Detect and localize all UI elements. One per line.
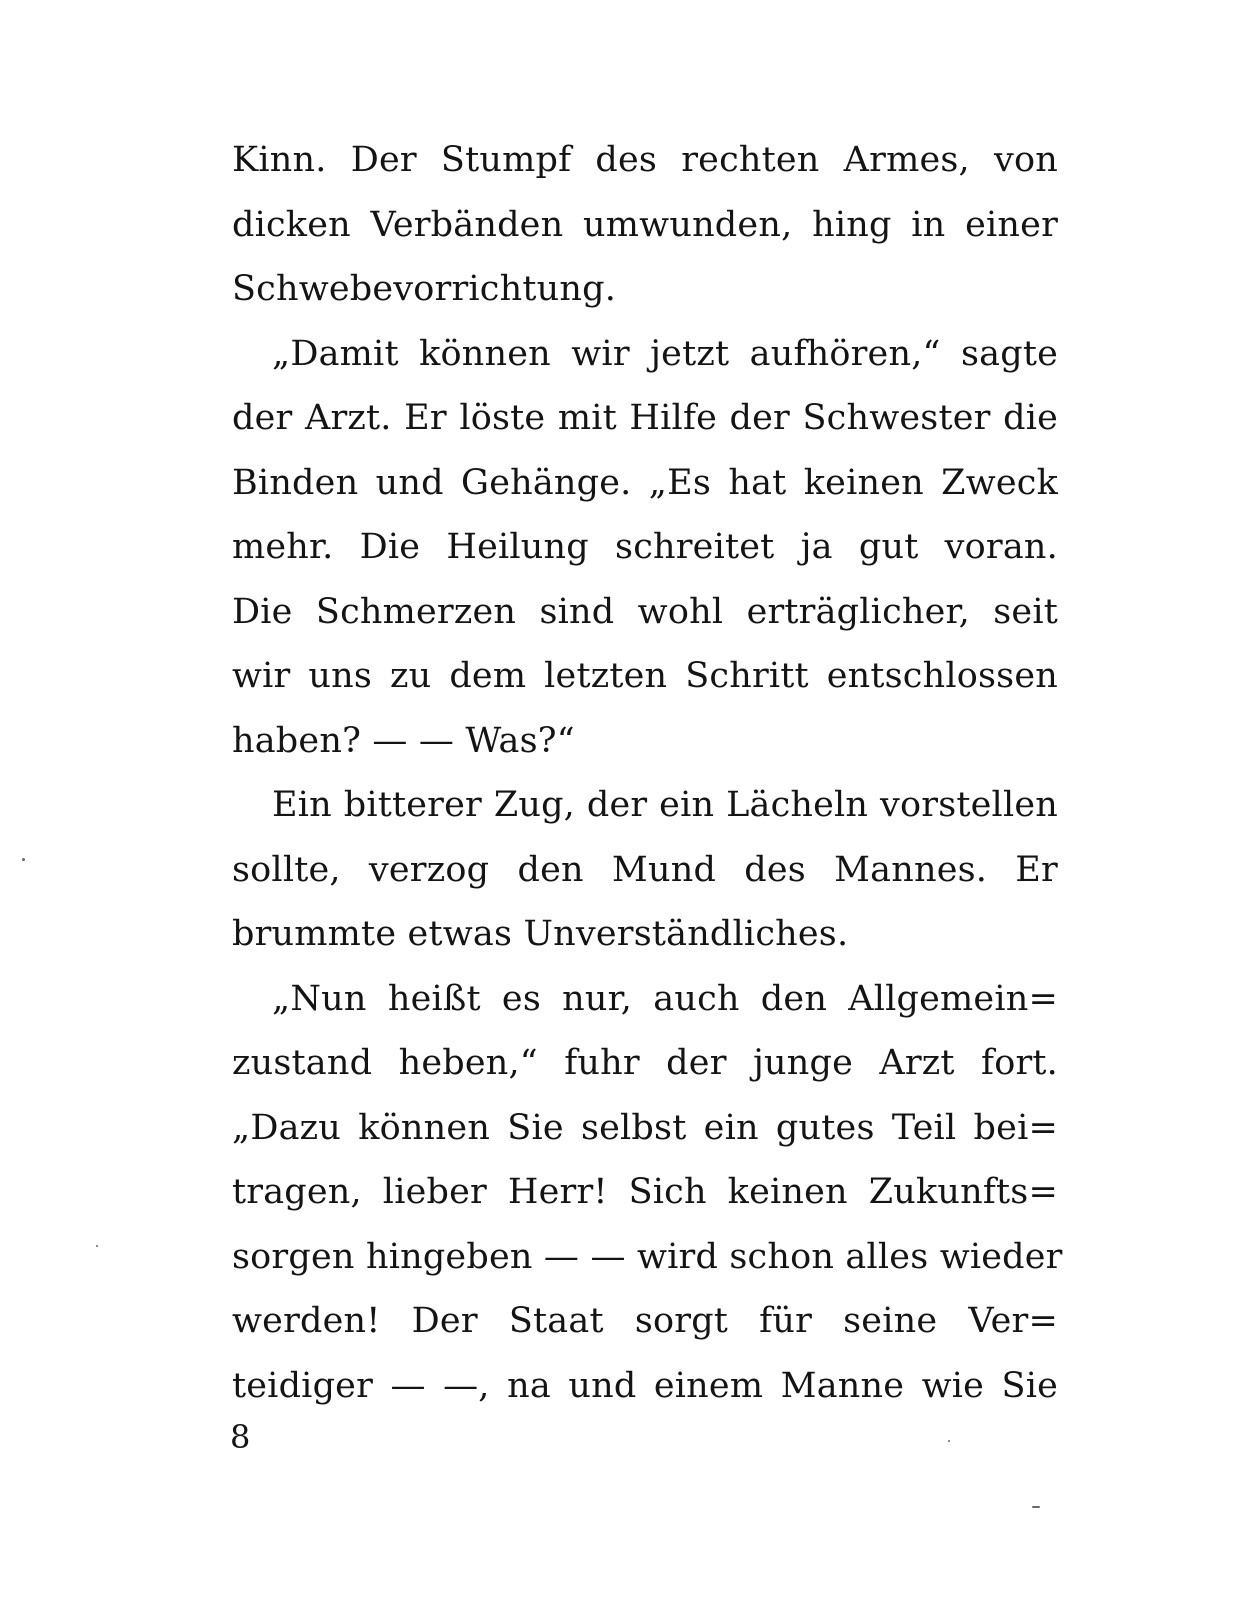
text-line: sorgen hingeben — — wird schon alles wieder <box>232 1236 1063 1277</box>
text-line: „Dazu können Sie selbst ein gutes Teil bei= <box>232 1107 1058 1148</box>
text-line: Die Schmerzen sind wohl erträglicher, seit <box>232 591 1058 632</box>
text-line: tragen, lieber Herr! Sich keinen Zukunfts= <box>232 1172 1058 1212</box>
text-line: Ein bitterer Zug, der ein Lächeln vorstellen <box>272 785 1058 825</box>
page-number: 8 <box>230 1418 251 1456</box>
text-line: brummte etwas Unverständliches. <box>232 914 849 954</box>
scan-speck <box>22 858 25 861</box>
text-line: werden! Der Staat sorgt für seine Ver= <box>232 1301 1058 1341</box>
text-line: sollte, verzog den Mund des Mannes. Er <box>232 849 1058 890</box>
text-line: mehr. Die Heilung schreitet ja gut voran. <box>232 527 1058 567</box>
text-line: teidiger — —, na und einem Manne wie Sie <box>232 1365 1058 1406</box>
text-line: „Nun heißt es nur, auch den Allgemein= <box>272 978 1058 1019</box>
scan-speck <box>1032 1506 1040 1508</box>
text-line: Binden und Gehänge. „Es hat keinen Zweck <box>232 462 1058 503</box>
text-line: haben? — — Was?“ <box>232 720 575 761</box>
text-line: dicken Verbänden umwunden, hing in einer <box>232 204 1058 245</box>
text-line: Kinn. Der Stumpf des rechten Armes, von <box>232 140 1058 180</box>
text-line: Schwebevorrichtung. <box>232 269 617 309</box>
scan-speck <box>948 1440 950 1442</box>
body-text <box>232 128 1063 1418</box>
text-line: „Damit können wir jetzt aufhören,“ sagte <box>272 333 1058 374</box>
scan-speck <box>96 1245 98 1247</box>
text-line: wir uns zu dem letzten Schritt entschlossen <box>232 656 1058 696</box>
text-line: der Arzt. Er löste mit Hilfe der Schwester die <box>232 398 1058 438</box>
text-line: zustand heben,“ fuhr der junge Arzt fort. <box>232 1043 1058 1083</box>
